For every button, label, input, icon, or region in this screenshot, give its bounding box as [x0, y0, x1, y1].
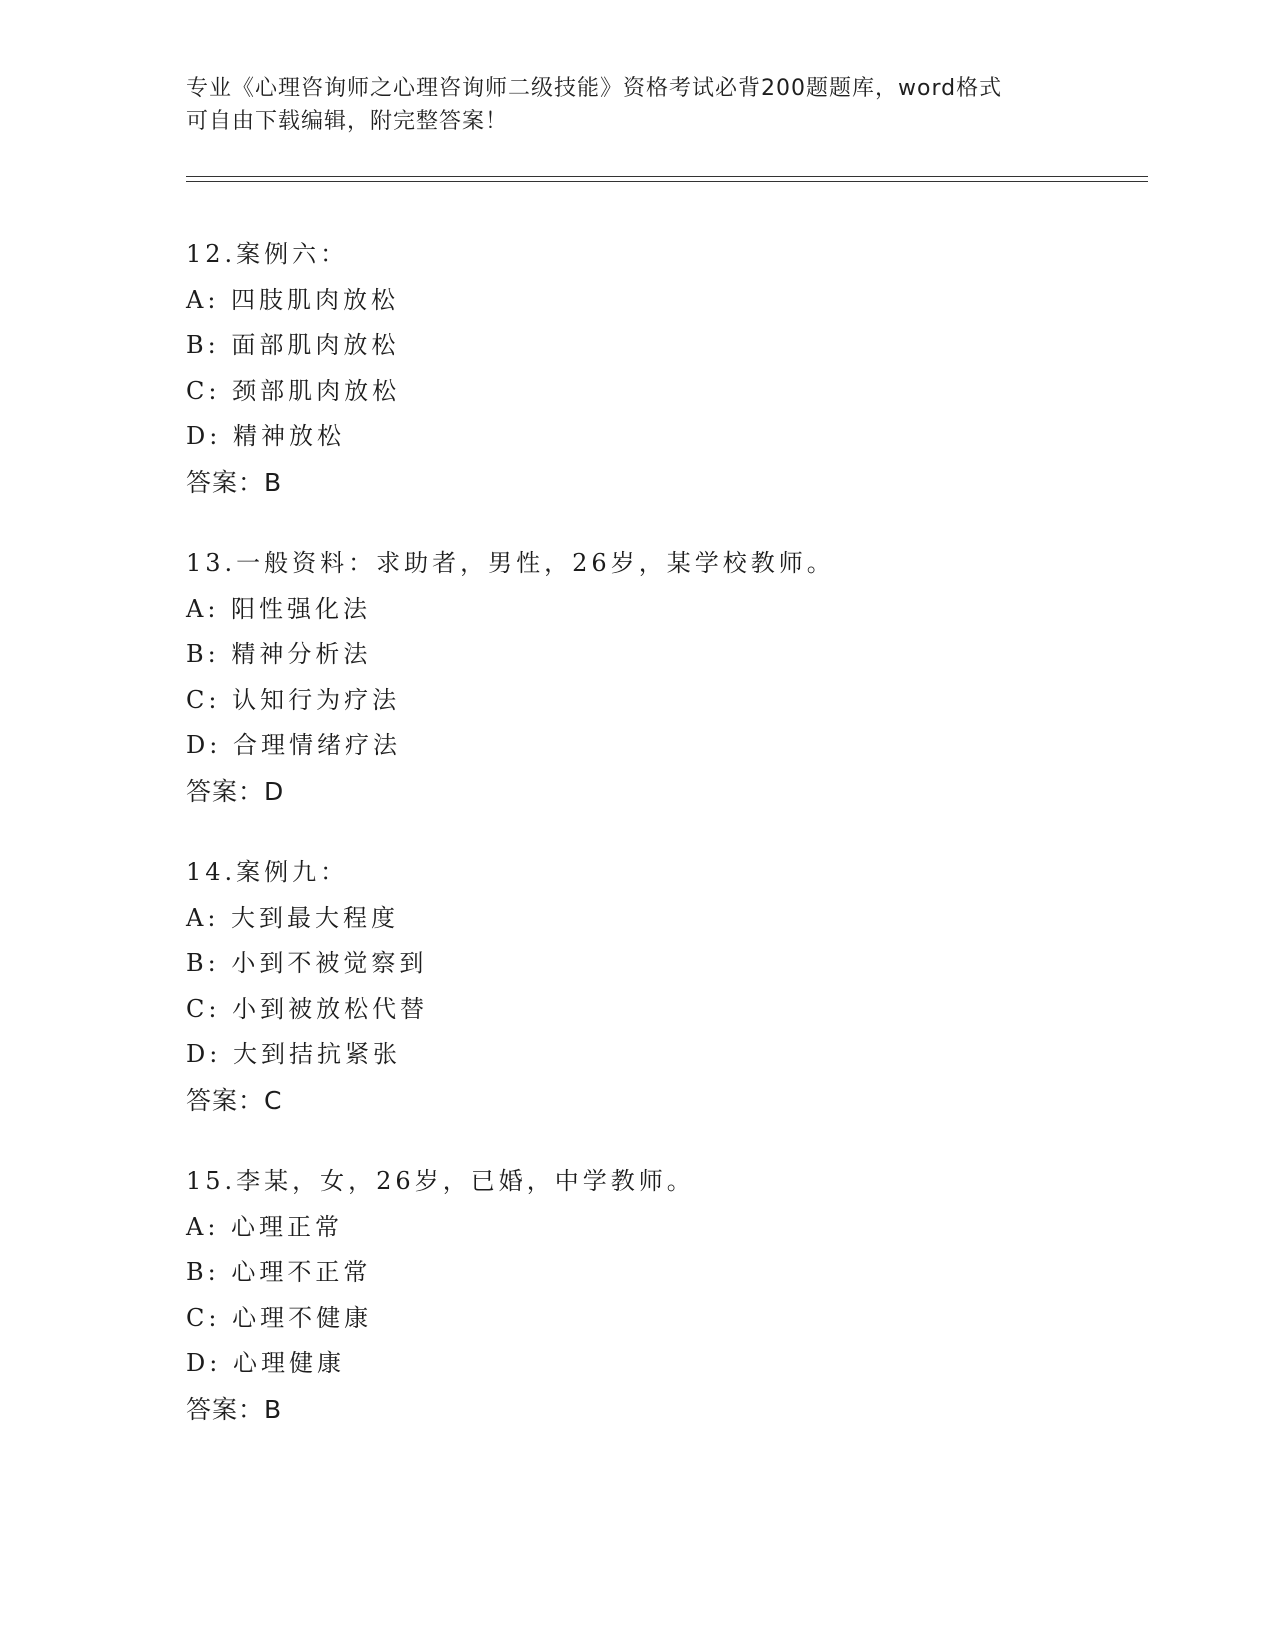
option-d: D: 心理健康 [186, 1349, 345, 1377]
answer-label: 答案：C [186, 1085, 283, 1115]
header-divider-top [186, 176, 1148, 177]
question-12 [186, 232, 1146, 505]
option-b: B: 心理不正常 [186, 1258, 372, 1286]
option-c: C: 认知行为疗法 [186, 685, 401, 714]
option-d: D: 精神放松 [186, 422, 345, 450]
question-15 [186, 1159, 1146, 1432]
option-c: C: 小到被放松代替 [186, 994, 429, 1023]
option-a: A: 心理正常 [186, 1212, 344, 1241]
question-14 [186, 850, 1146, 1123]
option-a: A: 阳性强化法 [186, 594, 372, 623]
question-stem: 12.案例六： [186, 240, 349, 268]
question-stem: 14.案例九： [186, 858, 349, 886]
option-d: D: 大到拮抗紧张 [186, 1040, 401, 1068]
question-list [186, 232, 1146, 1468]
question-13 [186, 541, 1146, 814]
option-a: A: 四肢肌肉放松 [186, 285, 400, 314]
option-a: A: 大到最大程度 [186, 903, 400, 932]
answer-label: 答案：B [186, 1394, 283, 1424]
question-stem: 15.李某，女，26岁，已婚，中学教师。 [186, 1167, 695, 1195]
answer-label: 答案：B [186, 467, 283, 497]
header-divider-bottom [186, 181, 1148, 182]
answer-label: 答案：D [186, 776, 285, 806]
option-d: D: 合理情绪疗法 [186, 731, 401, 759]
option-b: B: 小到不被觉察到 [186, 949, 428, 977]
question-stem: 13.一般资料：求助者，男性，26岁，某学校教师。 [186, 549, 835, 577]
document-header [186, 72, 1106, 138]
option-c: C: 颈部肌肉放松 [186, 376, 401, 405]
header-line-1: 专业《心理咨询师之心理咨询师二级技能》资格考试必背200题题库，word格式 [186, 76, 1003, 101]
option-b: B: 面部肌肉放松 [186, 331, 400, 359]
header-line-2: 可自由下载编辑，附完整答案！ [186, 109, 509, 134]
option-b: B: 精神分析法 [186, 640, 372, 668]
option-c: C: 心理不健康 [186, 1303, 373, 1332]
